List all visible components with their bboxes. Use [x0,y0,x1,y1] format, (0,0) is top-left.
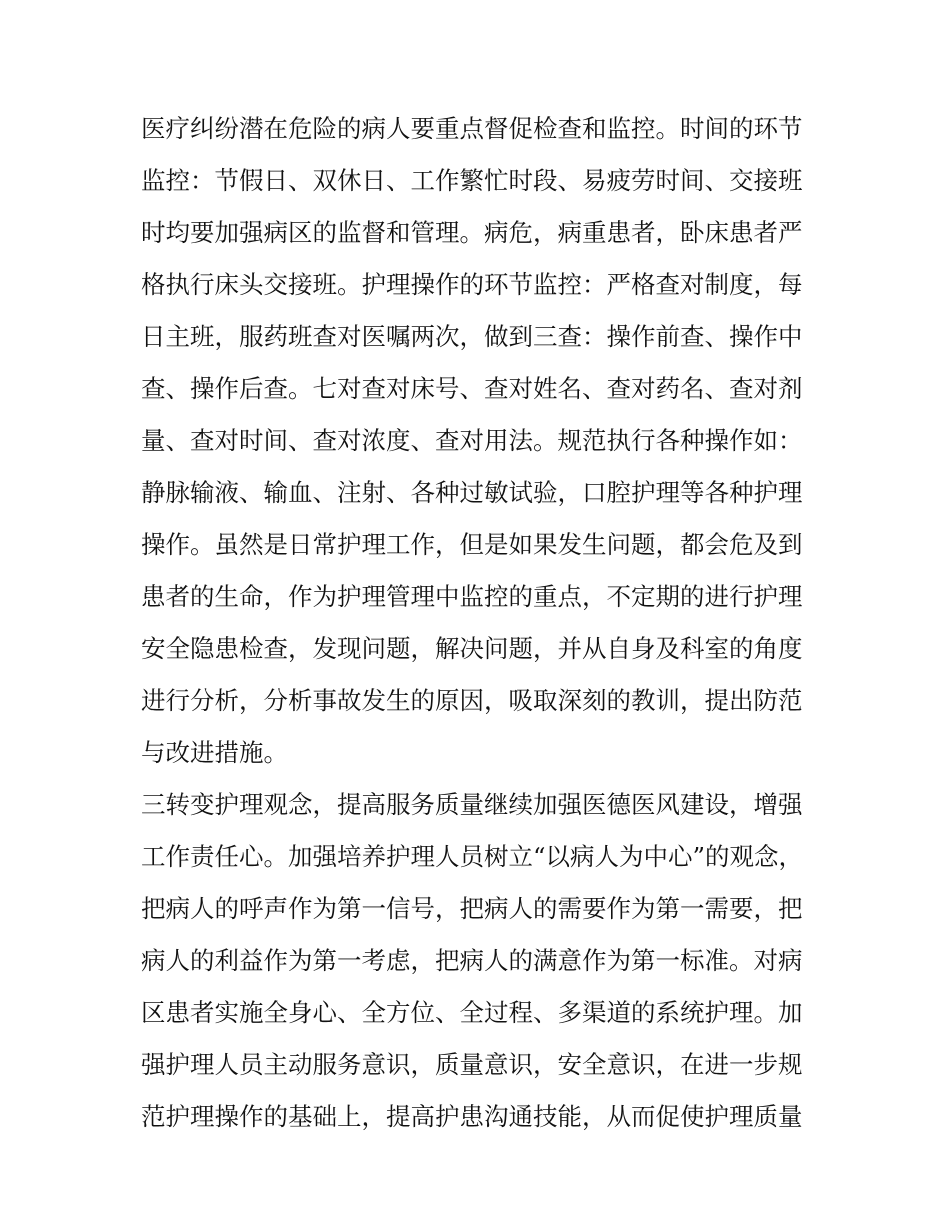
text-line: 格执行床头交接班。护理操作的环节监控：严格查对制度，每 [141,270,803,299]
text-line: 时均要加强病区的监督和管理。病危，病重患者，卧床患者严 [141,218,803,247]
text-line: 三转变护理观念，提高服务质量继续加强医德医风建设，增强 [141,790,803,819]
text-line: 患者的生命，作为护理管理中监控的重点，不定期的进行护理 [141,582,803,611]
text-line: 强护理人员主动服务意识，质量意识，安全意识，在进一步规 [141,1050,803,1079]
text-line: 工作责任心。加强培养护理人员树立“以病人为中心”的观念， [141,842,804,871]
text-line: 日主班，服药班查对医嘱两次，做到三查：操作前查、操作中 [141,322,803,351]
text-line: 范护理操作的基础上，提高护患沟通技能，从而促使护理质量 [141,1102,803,1131]
text-line: 监控：节假日、双休日、工作繁忙时段、易疲劳时间、交接班 [141,166,803,195]
text-line: 量、查对时间、查对浓度、查对用法。规范执行各种操作如： [141,426,803,455]
text-line: 静脉输液、输血、注射、各种过敏试验，口腔护理等各种护理 [141,478,803,507]
text-line: 区患者实施全身心、全方位、全过程、多渠道的系统护理。加 [141,998,803,1027]
text-line: 安全隐患检查，发现问题，解决问题，并从自身及科室的角度 [141,634,803,663]
text-line: 操作。虽然是日常护理工作，但是如果发生问题，都会危及到 [141,530,803,559]
text-line: 病人的利益作为第一考虑，把病人的满意作为第一标准。对病 [141,946,803,975]
text-line: 查、操作后查。七对查对床号、查对姓名、查对药名、查对剂 [141,374,803,403]
text-line: 进行分析，分析事故发生的原因，吸取深刻的教训，提出防范 [141,686,803,715]
text-line: 与改进措施。 [141,738,288,767]
text-line: 医疗纠纷潜在危险的病人要重点督促检查和监控。时间的环节 [141,114,803,143]
text-line: 把病人的呼声作为第一信号，把病人的需要作为第一需要，把 [141,894,803,923]
